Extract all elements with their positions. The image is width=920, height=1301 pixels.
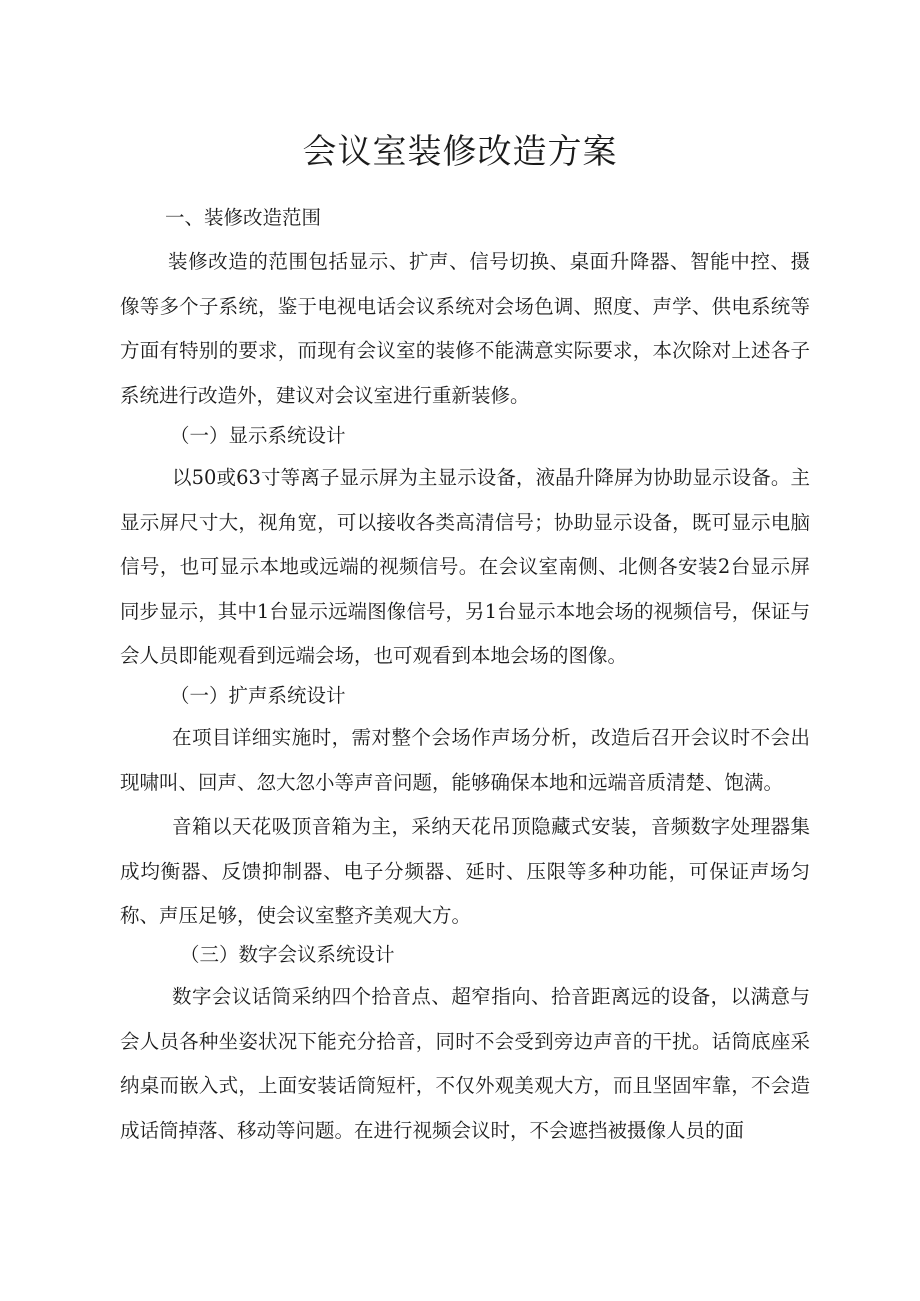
paragraph: 音箱以天花吸顶音箱为主，采纳天花吊顶隐藏式安装，音频数字处理器集成均衡器、反馈抑制器、电子分频器、延时、压限等多种功能，可保证声场匀称、声压足够，使会议室整齐美观大方。	[120, 815, 810, 927]
section-heading-display: （一）显示系统设计	[170, 424, 346, 447]
section-heading-conference: （三）数字会议系统设计	[180, 943, 395, 966]
paragraph: 以50或63寸等离子显示屏为主显示设备，液晶升降屏为协助显示设备。主显示屏尺寸大，视角宽，可以接收各类高清信号；协助显示设备，既可显示电脑信号，也可显示本地或远端的视频信号。在会议室南侧、北侧各安装2台显示屏同步显示，其中1台显示远端图像信号，另1台显示本地会场的视频信号，保证与会人员即能观看到远端会场，也可观看到本地会场的图像。	[120, 466, 810, 667]
paragraph: 装修改造的范围包括显示、扩声、信号切换、桌面升降器、智能中控、摄像等多个子系统，鉴于电视电话会议系统对会场色调、照度、声学、供电系统等方面有特别的要求，而现有会议室的装修不能满意实际要求，本次除对上述各子系统进行改造外，建议对会议室进行重新装修。	[120, 250, 810, 407]
section-heading-audio: （一）扩声系统设计	[170, 684, 346, 707]
paragraph: 数字会议话筒采纳四个拾音点、超窄指向、拾音距离远的设备，以满意与会人员各种坐姿状况下能充分拾音，同时不会受到旁边声音的干扰。话筒底座采纳桌而嵌入式，上面安装话筒短杆，不仅外观美观大方，而且坚固牢靠，不会造成话筒掉落、移动等问题。在进行视频会议时，不会遮挡被摄像人员的面	[120, 985, 810, 1142]
section-body-audio	[120, 716, 810, 939]
document-title: 会议室装修改造方案	[302, 132, 618, 172]
paragraph: 在项目详细实施时，需对整个会场作声场分析，改造后召开会议时不会出现啸叫、回声、忽大忽小等声音问题，能够确保本地和远端音质清楚、饱满。	[120, 726, 810, 794]
section-body-scope	[120, 240, 810, 418]
section-body-display	[120, 456, 810, 679]
section-body-conference	[120, 975, 810, 1153]
section-heading-scope: 一、装修改造范围	[165, 206, 322, 229]
